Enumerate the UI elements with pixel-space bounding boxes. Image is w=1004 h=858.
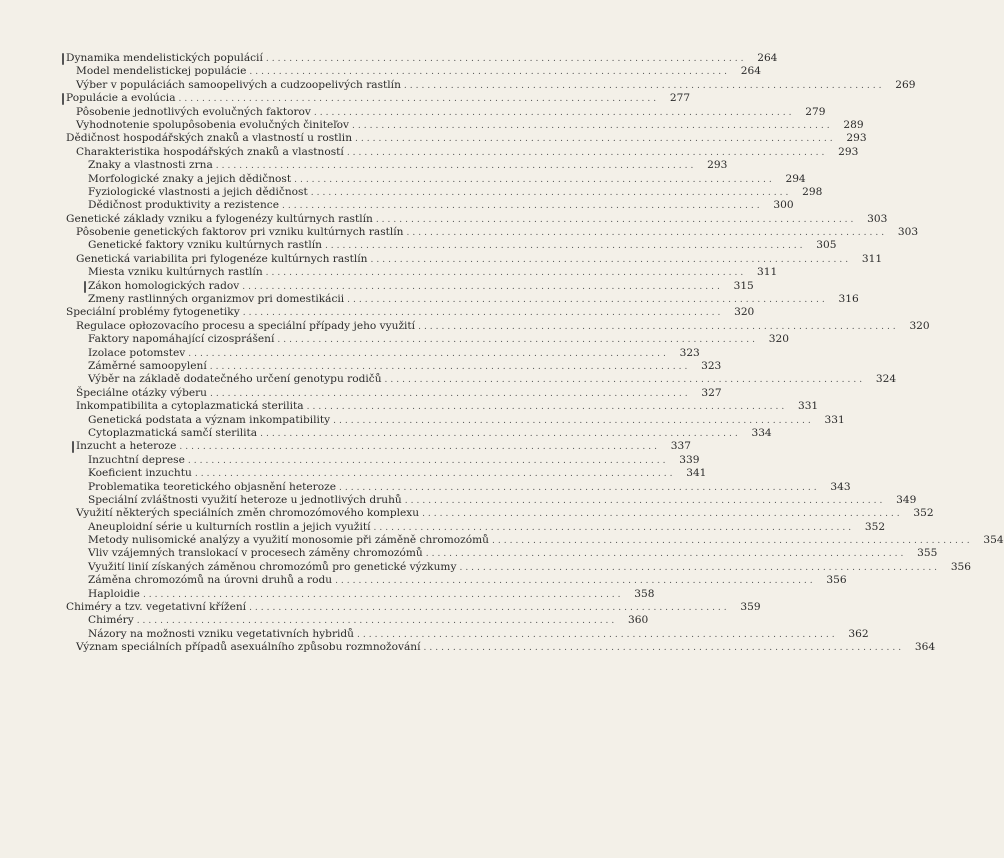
leader-dots: ..................................................................................: [324, 241, 806, 252]
toc-entry-page: 320: [909, 319, 930, 332]
leader-dots: ..................................................................................: [194, 469, 676, 480]
leader-dots: ..................................................................................: [242, 308, 724, 319]
leader-dots: ..................................................................................: [338, 482, 820, 493]
toc-entry: [66, 145, 859, 159]
leader-dots: ..................................................................................: [313, 107, 795, 118]
toc-entry-title: Charakteristika hospodářských znaků a vlastností: [76, 145, 344, 158]
toc-entry: [66, 641, 936, 654]
toc-entry-page: 359: [740, 601, 761, 614]
toc-entry: [66, 534, 1004, 547]
toc-entry-title: Význam speciálních případů asexuálního způsobu rozmnožování: [76, 641, 421, 654]
toc-entry: [66, 346, 700, 360]
toc-entry-page: 277: [669, 92, 691, 105]
toc-entry-page: 356: [950, 560, 972, 573]
toc-entry: [66, 306, 755, 319]
toc-entry-page: 343: [830, 480, 851, 493]
toc-entry-page: 289: [843, 118, 864, 131]
leader-dots: ..................................................................................: [459, 562, 941, 573]
toc-entry-title: Morfologické znaky a jejich dědičnost: [88, 172, 292, 185]
toc-entry-page: 352: [864, 520, 886, 533]
toc-entry-title: Problematika teoretického objasnění heteroze: [88, 480, 336, 493]
toc-entry: [66, 507, 934, 520]
leader-dots: ..................................................................................: [215, 161, 697, 172]
leader-dots: ..................................................................................: [373, 522, 855, 533]
leader-dots: ..................................................................................: [403, 80, 885, 91]
toc-entry-page: 320: [734, 306, 755, 319]
leader-dots: ..................................................................................: [423, 643, 905, 654]
toc-entry-page: 279: [805, 105, 826, 118]
toc-entry: [66, 440, 691, 453]
toc-entry: [66, 92, 691, 105]
toc-entry-title: Vliv vzájemných translokací v procesech záměny chromozómů: [88, 547, 423, 560]
leader-dots: ..................................................................................: [249, 67, 731, 78]
toc-entry: [66, 614, 649, 627]
toc-entry-page: 303: [897, 226, 919, 239]
toc-entry-page: 331: [824, 413, 845, 426]
toc-entry-title: Regulace opłozovacího procesu a speciální případy jeho využití: [76, 319, 416, 332]
toc-entry: [66, 252, 883, 266]
toc-entry-page: 298: [802, 185, 823, 198]
toc-entry: [66, 333, 789, 346]
toc-entry: [66, 159, 728, 172]
toc-entry-title: Faktory napomáhající cizosprášení: [88, 333, 275, 346]
toc-entry-page: 305: [816, 239, 837, 252]
leader-dots: ..................................................................................: [375, 214, 857, 225]
leader-dots: ..................................................................................: [188, 348, 669, 359]
toc-entry: [66, 413, 845, 427]
toc-entry: [66, 199, 794, 212]
toc-entry-title: Genetické základy vzniku a fylogenézy kultúrnych rastlín: [66, 212, 373, 225]
toc-entry: [66, 426, 772, 440]
leader-dots: ..................................................................................: [355, 134, 836, 145]
toc-entry-title: Špeciálne otázky výberu: [76, 386, 208, 399]
toc-entry: [66, 65, 762, 78]
toc-entry-title: Dědičnost produktivity a rezistence: [88, 199, 279, 212]
toc-entry-page: 303: [867, 212, 888, 225]
leader-dots: ..................................................................................: [404, 495, 886, 506]
leader-dots: ..................................................................................: [357, 629, 838, 640]
toc-entry: [66, 627, 869, 641]
toc-entry-title: Záměna chromozómů na úrovni druhů a rodu: [88, 574, 333, 587]
leader-dots: ..................................................................................: [422, 509, 903, 520]
leader-dots: ..................................................................................: [418, 321, 899, 332]
toc-entry-page: 300: [773, 199, 794, 212]
leader-dots: ..................................................................................: [142, 589, 624, 600]
toc-entry-title: Záměrné samoopylení: [88, 359, 207, 372]
leader-dots: ..................................................................................: [136, 616, 618, 627]
toc-entry-page: 316: [838, 293, 859, 306]
toc-entry-page: 349: [896, 493, 917, 506]
leader-dots: ..................................................................................: [306, 402, 788, 413]
toc-entry-title: Aneuploidní série u kulturních rostlin a jejich využití: [88, 520, 371, 533]
toc-entry-page: 341: [686, 467, 707, 480]
toc-entry: [66, 212, 888, 226]
toc-entry: [66, 239, 837, 252]
toc-entry-page: 324: [875, 373, 897, 386]
leader-dots: ..................................................................................: [187, 455, 669, 466]
toc-entry-title: Zmeny rastlinných organizmov pri domestikácii: [88, 293, 345, 306]
toc-entry: [66, 52, 778, 65]
toc-entry-title: Chiméry a tzv. vegetativní křížení: [66, 601, 247, 614]
toc-entry: [66, 132, 867, 145]
leader-dots: ..................................................................................: [335, 576, 816, 587]
leader-dots: ..................................................................................: [370, 254, 852, 265]
toc-entry-title: Speciální problémy fytogenetiky: [66, 306, 240, 319]
toc-entry-title: Využití linií získaných záměnou chromozómů pro genetické výzkumy: [88, 560, 457, 573]
toc-entry: [66, 480, 851, 494]
toc-entry-page: 293: [846, 132, 867, 145]
leader-dots: ..................................................................................: [384, 375, 866, 386]
leader-dots: ..................................................................................: [249, 603, 730, 614]
toc-entry-page: 355: [917, 547, 938, 560]
margin-mark: [84, 281, 86, 293]
toc-entry-page: 360: [628, 614, 649, 627]
toc-entry-title: Genetické faktory vzniku kultúrnych rastlín: [88, 239, 322, 252]
toc-entry-title: Genetická podstata a význam inkompatibility: [88, 413, 331, 426]
toc-entry-title: Využití některých speciálních změn chromozómového komplexu: [76, 507, 420, 520]
toc-entry-title: Inkompatibilita a cytoplazmatická sterilita: [76, 400, 304, 413]
toc-entry-page: 352: [913, 507, 934, 520]
toc-entry-page: 323: [701, 359, 722, 372]
toc-entry-page: 269: [895, 78, 916, 91]
toc-entry-page: 339: [679, 453, 700, 466]
leader-dots: ..................................................................................: [310, 187, 792, 198]
toc-entry-title: Populácie a evolúcia: [66, 92, 176, 105]
toc-entry-title: Metody nulisomické analýzy a využití monosomie při záměně chromozómů: [88, 534, 489, 547]
leader-dots: ..................................................................................: [265, 54, 747, 64]
leader-dots: ..................................................................................: [260, 428, 741, 439]
toc-entry: [66, 78, 916, 92]
toc-entry: [66, 453, 700, 467]
leader-dots: ..................................................................................: [492, 536, 973, 547]
toc-entry-page: 362: [848, 627, 869, 640]
toc-entry: [66, 226, 919, 239]
toc-entry-page: 293: [707, 159, 728, 172]
leader-dots: ..................................................................................: [242, 281, 723, 292]
table-of-contents: [66, 52, 1004, 655]
leader-dots: ..................................................................................: [346, 147, 828, 158]
toc-entry-page: 320: [768, 333, 789, 346]
toc-entry-title: Zákon homologických radov: [88, 279, 240, 292]
leader-dots: ..................................................................................: [333, 415, 814, 426]
toc-entry-page: 264: [757, 52, 778, 64]
toc-entry-page: 315: [733, 279, 754, 292]
toc-entry: [66, 359, 722, 373]
toc-entry-page: 327: [701, 386, 722, 399]
toc-entry: [66, 118, 864, 132]
toc-entry-title: Koeficient inzuchtu: [88, 467, 192, 480]
toc-entry: [66, 105, 826, 119]
toc-entry: [66, 601, 761, 614]
toc-entry: [66, 587, 655, 601]
leader-dots: ..................................................................................: [294, 174, 775, 185]
toc-entry-title: Chiméry: [88, 614, 134, 627]
leader-dots: ..................................................................................: [281, 201, 763, 212]
leader-dots: ..................................................................................: [209, 361, 691, 372]
margin-mark: [62, 93, 64, 105]
leader-dots: ..................................................................................: [277, 335, 758, 346]
toc-entry-title: Pôsobenie jednotlivých evolučných faktorov: [76, 105, 311, 118]
margin-mark: [72, 441, 74, 453]
leader-dots: ..................................................................................: [178, 94, 660, 105]
toc-entry-title: Dynamika mendelistických populácií: [66, 52, 263, 64]
leader-dots: ..................................................................................: [265, 268, 747, 279]
toc-entry: [66, 467, 707, 480]
toc-entry-title: Speciální zvláštnosti využití heteroze u jednotlivých druhů: [88, 493, 402, 506]
toc-entry-page: 293: [838, 145, 859, 158]
toc-entry: [66, 520, 886, 534]
toc-entry-title: Názory na možnosti vzniku vegetativních hybridů: [88, 627, 354, 640]
toc-entry-title: Dědičnost hospodářských znaků a vlastností u rostlin: [66, 132, 353, 145]
toc-entry: [66, 493, 917, 507]
toc-entry: [66, 266, 778, 279]
toc-entry-page: 364: [914, 641, 936, 654]
toc-entry-title: Genetická variabilita pri fylogenéze kultúrnych rastlín: [76, 252, 368, 265]
toc-entry-title: Výber v populáciách samoopelivých a cudzoopelivých rastlín: [76, 78, 401, 91]
toc-entry-title: Fyziologické vlastnosti a jejich dědičnost: [88, 185, 308, 198]
toc-entry: [66, 560, 972, 574]
toc-entry-page: 337: [670, 440, 691, 453]
leader-dots: ..................................................................................: [406, 228, 888, 239]
toc-entry: [66, 279, 754, 293]
toc-entry-page: 334: [751, 426, 772, 439]
toc-entry: [66, 172, 806, 186]
leader-dots: ..................................................................................: [425, 549, 907, 560]
toc-entry-page: 331: [797, 400, 819, 413]
toc-entry: [66, 574, 847, 587]
toc-entry-page: 356: [826, 574, 847, 587]
leader-dots: ..................................................................................: [179, 442, 660, 453]
leader-dots: ..................................................................................: [210, 388, 691, 399]
toc-entry-title: Izolace potomstev: [88, 346, 186, 359]
toc-entry: [66, 373, 897, 386]
toc-entry-page: 311: [757, 266, 778, 279]
toc-entry-page: 264: [740, 65, 762, 78]
leader-dots: ..................................................................................: [347, 295, 828, 306]
toc-entry-page: 311: [861, 252, 883, 265]
toc-entry-title: Vyhodnotenie spolupôsobenia evolučných činiteľov: [76, 118, 350, 131]
toc-entry-title: Inzuchtní deprese: [88, 453, 185, 466]
toc-entry-title: Model mendelistickej populácie: [76, 65, 247, 78]
leader-dots: ..................................................................................: [352, 120, 833, 131]
toc-entry-page: 354: [983, 534, 1004, 547]
toc-entry-page: 358: [634, 587, 655, 600]
toc-entry-title: Výběr na základě dodatečného určení genotypu rodičů: [88, 373, 382, 386]
toc-entry: [66, 185, 823, 199]
toc-entry-title: Znaky a vlastnosti zrna: [88, 159, 213, 172]
toc-entry-title: Inzucht a heteroze: [76, 440, 177, 453]
toc-entry-page: 323: [679, 346, 700, 359]
toc-entry: [66, 400, 819, 413]
toc-entry-title: Cytoplazmatická samčí sterilita: [88, 426, 258, 439]
toc-entry: [66, 386, 722, 400]
toc-entry: [66, 547, 938, 560]
toc-entry-title: Pôsobenie genetických faktorov pri vzniku kultúrnych rastlín: [76, 226, 404, 239]
toc-entry-title: Haploidie: [88, 587, 140, 600]
toc-entry: [66, 293, 859, 306]
margin-mark: [62, 53, 64, 65]
toc-entry-title: Miesta vzniku kultúrnych rastlín: [88, 266, 263, 279]
toc-entry: [66, 319, 930, 333]
toc-entry-page: 294: [785, 172, 806, 185]
